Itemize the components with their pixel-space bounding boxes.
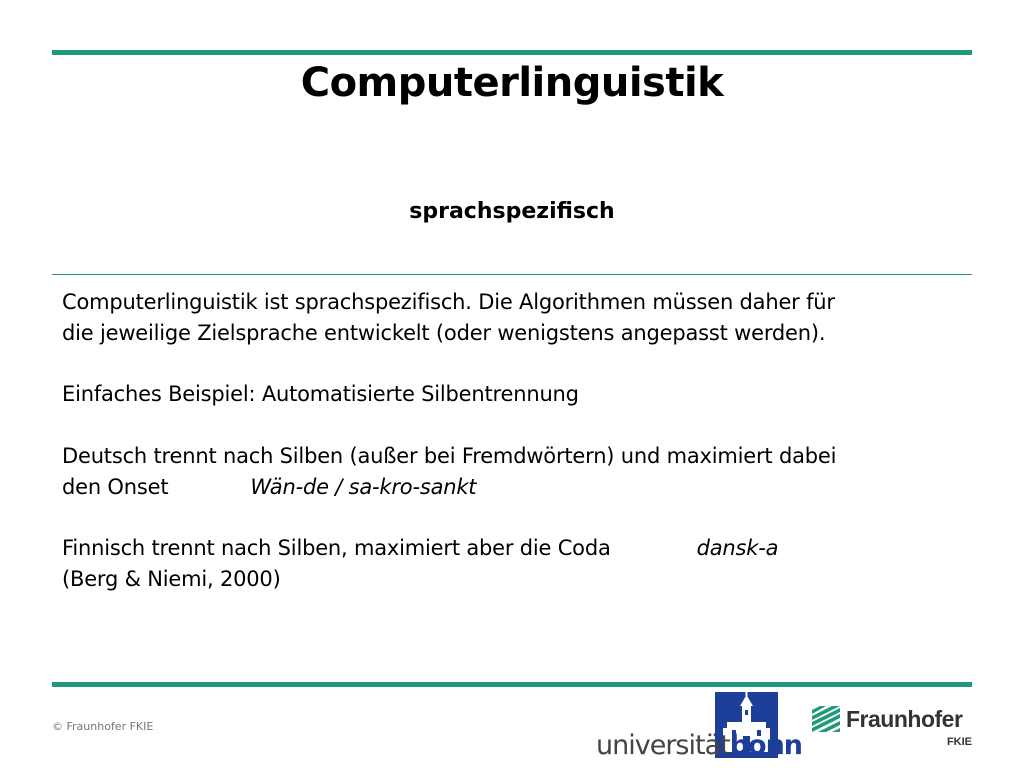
- example-text: dansk-a: [696, 536, 779, 560]
- body-paragraph-2: [62, 379, 972, 410]
- fraunhofer-wordmark: Fraunhofer: [846, 706, 963, 732]
- fraunhofer-unit: FKIE: [946, 736, 972, 748]
- body-line: Einfaches Beispiel: Automatisierte Silbentrennung: [62, 382, 579, 406]
- fraunhofer-mark-icon: [812, 706, 840, 732]
- slide-title: Computerlinguistik: [300, 60, 724, 106]
- body-paragraph-4: [62, 533, 972, 595]
- body-text-segment: Finnisch trennt nach Silben, maximiert aber die Coda: [62, 536, 611, 560]
- slide-subtitle: sprachspezifisch: [409, 199, 615, 224]
- body-line: die jeweilige Zielsprache entwickelt (oder wenigstens angepasst werden).: [62, 321, 826, 345]
- body-text-segment: den Onset: [62, 475, 169, 499]
- body-line: Deutsch trennt nach Silben (außer bei Fremdwörtern) und maximiert dabei: [62, 444, 837, 468]
- copyright-text: © Fraunhofer FKIE: [52, 720, 154, 733]
- title-divider: [52, 274, 972, 275]
- body-line: (Berg & Niemi, 2000): [62, 567, 281, 591]
- bottom-rule: [52, 682, 972, 687]
- university-bonn-logo: [596, 692, 803, 764]
- body-paragraph-1: [62, 287, 972, 349]
- uni-logo-suffix: bonn: [729, 730, 803, 761]
- body-line: [62, 533, 972, 564]
- body-line: [62, 472, 972, 503]
- body-line: Computerlinguistik ist sprachspezifisch. Die Algorithmen müssen daher für: [62, 290, 835, 314]
- fraunhofer-logo: [812, 704, 974, 754]
- university-wordmark: [596, 730, 802, 761]
- uni-logo-prefix: universität: [596, 730, 730, 761]
- body-paragraph-3: [62, 441, 972, 503]
- top-rule: [52, 50, 972, 55]
- example-text: Wän-de / sa-kro-sankt: [250, 475, 477, 499]
